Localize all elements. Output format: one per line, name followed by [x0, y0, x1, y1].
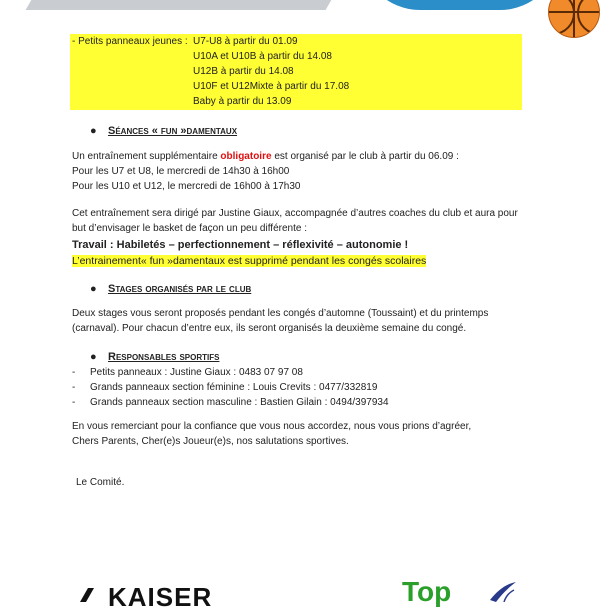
- list-item: Grands panneaux section féminine : Louis Crevits : 0477/332819: [90, 382, 378, 393]
- obligatoire-text: obligatoire: [220, 151, 272, 162]
- section-heading-stages: Stages organisés par le club: [108, 283, 252, 295]
- closing-line-1: En vous remerciant pour la confiance que vous nous accordez, nous vous prions d’agréer,: [72, 421, 472, 432]
- basketball-icon: [548, 0, 600, 38]
- youth-row: U7-U8 à partir du 01.09: [193, 36, 298, 47]
- bullet-icon: ●: [90, 351, 97, 363]
- youth-row: U12B à partir du 14.08: [193, 66, 294, 77]
- youth-row: U10A et U10B à partir du 14.08: [193, 51, 332, 62]
- youth-row: Baby à partir du 13.09: [193, 96, 292, 107]
- youth-intro: - Petits panneaux jeunes :: [72, 36, 188, 47]
- seances-paragraph-1: Un entraînement supplémentaire obligatoire est organisé par le club à partir du 06.09 :: [72, 151, 459, 162]
- stages-line-2: (carnaval). Pour chacun d’entre eux, ils seront organisés la deuxième semaine du congé.: [72, 323, 467, 334]
- banner-blue-shape: [360, 0, 560, 10]
- list-item: Petits panneaux : Justine Giaux : 0483 07 97 08: [90, 367, 303, 378]
- stages-line-1: Deux stages vous seront proposés pendant les congés d’automne (Toussaint) et du printemps: [72, 308, 489, 319]
- bullet-icon: ●: [90, 283, 97, 295]
- section-heading-seances: Séances « fun »damentaux: [108, 125, 238, 137]
- sponsor-logo-kaiser: KAISER: [108, 582, 213, 612]
- dash-icon: -: [72, 397, 76, 408]
- seances-paragraph-2b: but d’envisager le basket de façon un peu différente :: [72, 223, 307, 234]
- banner-grey-shape: [26, 0, 355, 10]
- signature: Le Comité.: [76, 477, 125, 488]
- dash-icon: -: [72, 382, 76, 393]
- section-heading-responsables: Responsables sportifs: [108, 351, 220, 363]
- header-banner: [0, 0, 600, 30]
- suppressed-notice: L’entrainement« fun »damentaux est supprimé pendant les congés scolaires: [72, 255, 427, 267]
- seances-paragraph-2: Cet entraînement sera dirigé par Justine Giaux, accompagnée d’autres coaches du club et aura pour: [72, 208, 518, 219]
- swoosh-logo-icon: [488, 580, 518, 602]
- seances-line-u10: Pour les U10 et U12, le mercredi de 16h00 à 17h30: [72, 181, 301, 192]
- youth-row: U10F et U12Mixte à partir du 17.08: [193, 81, 350, 92]
- bullet-icon: ●: [90, 125, 97, 137]
- dash-icon: -: [72, 367, 76, 378]
- list-item: Grands panneaux section masculine : Bastien Gilain : 0494/397934: [90, 397, 389, 408]
- seances-line-u7: Pour les U7 et U8, le mercredi de 14h30 à 16h00: [72, 166, 290, 177]
- sponsor-logo-top: Top: [402, 576, 452, 607]
- travail-line: Travail : Habiletés – perfectionnement – réflexivité – autonomie !: [72, 239, 409, 251]
- closing-line-2: Chers Parents, Cher(e)s Joueur(e)s, nos salutations sportives.: [72, 436, 349, 447]
